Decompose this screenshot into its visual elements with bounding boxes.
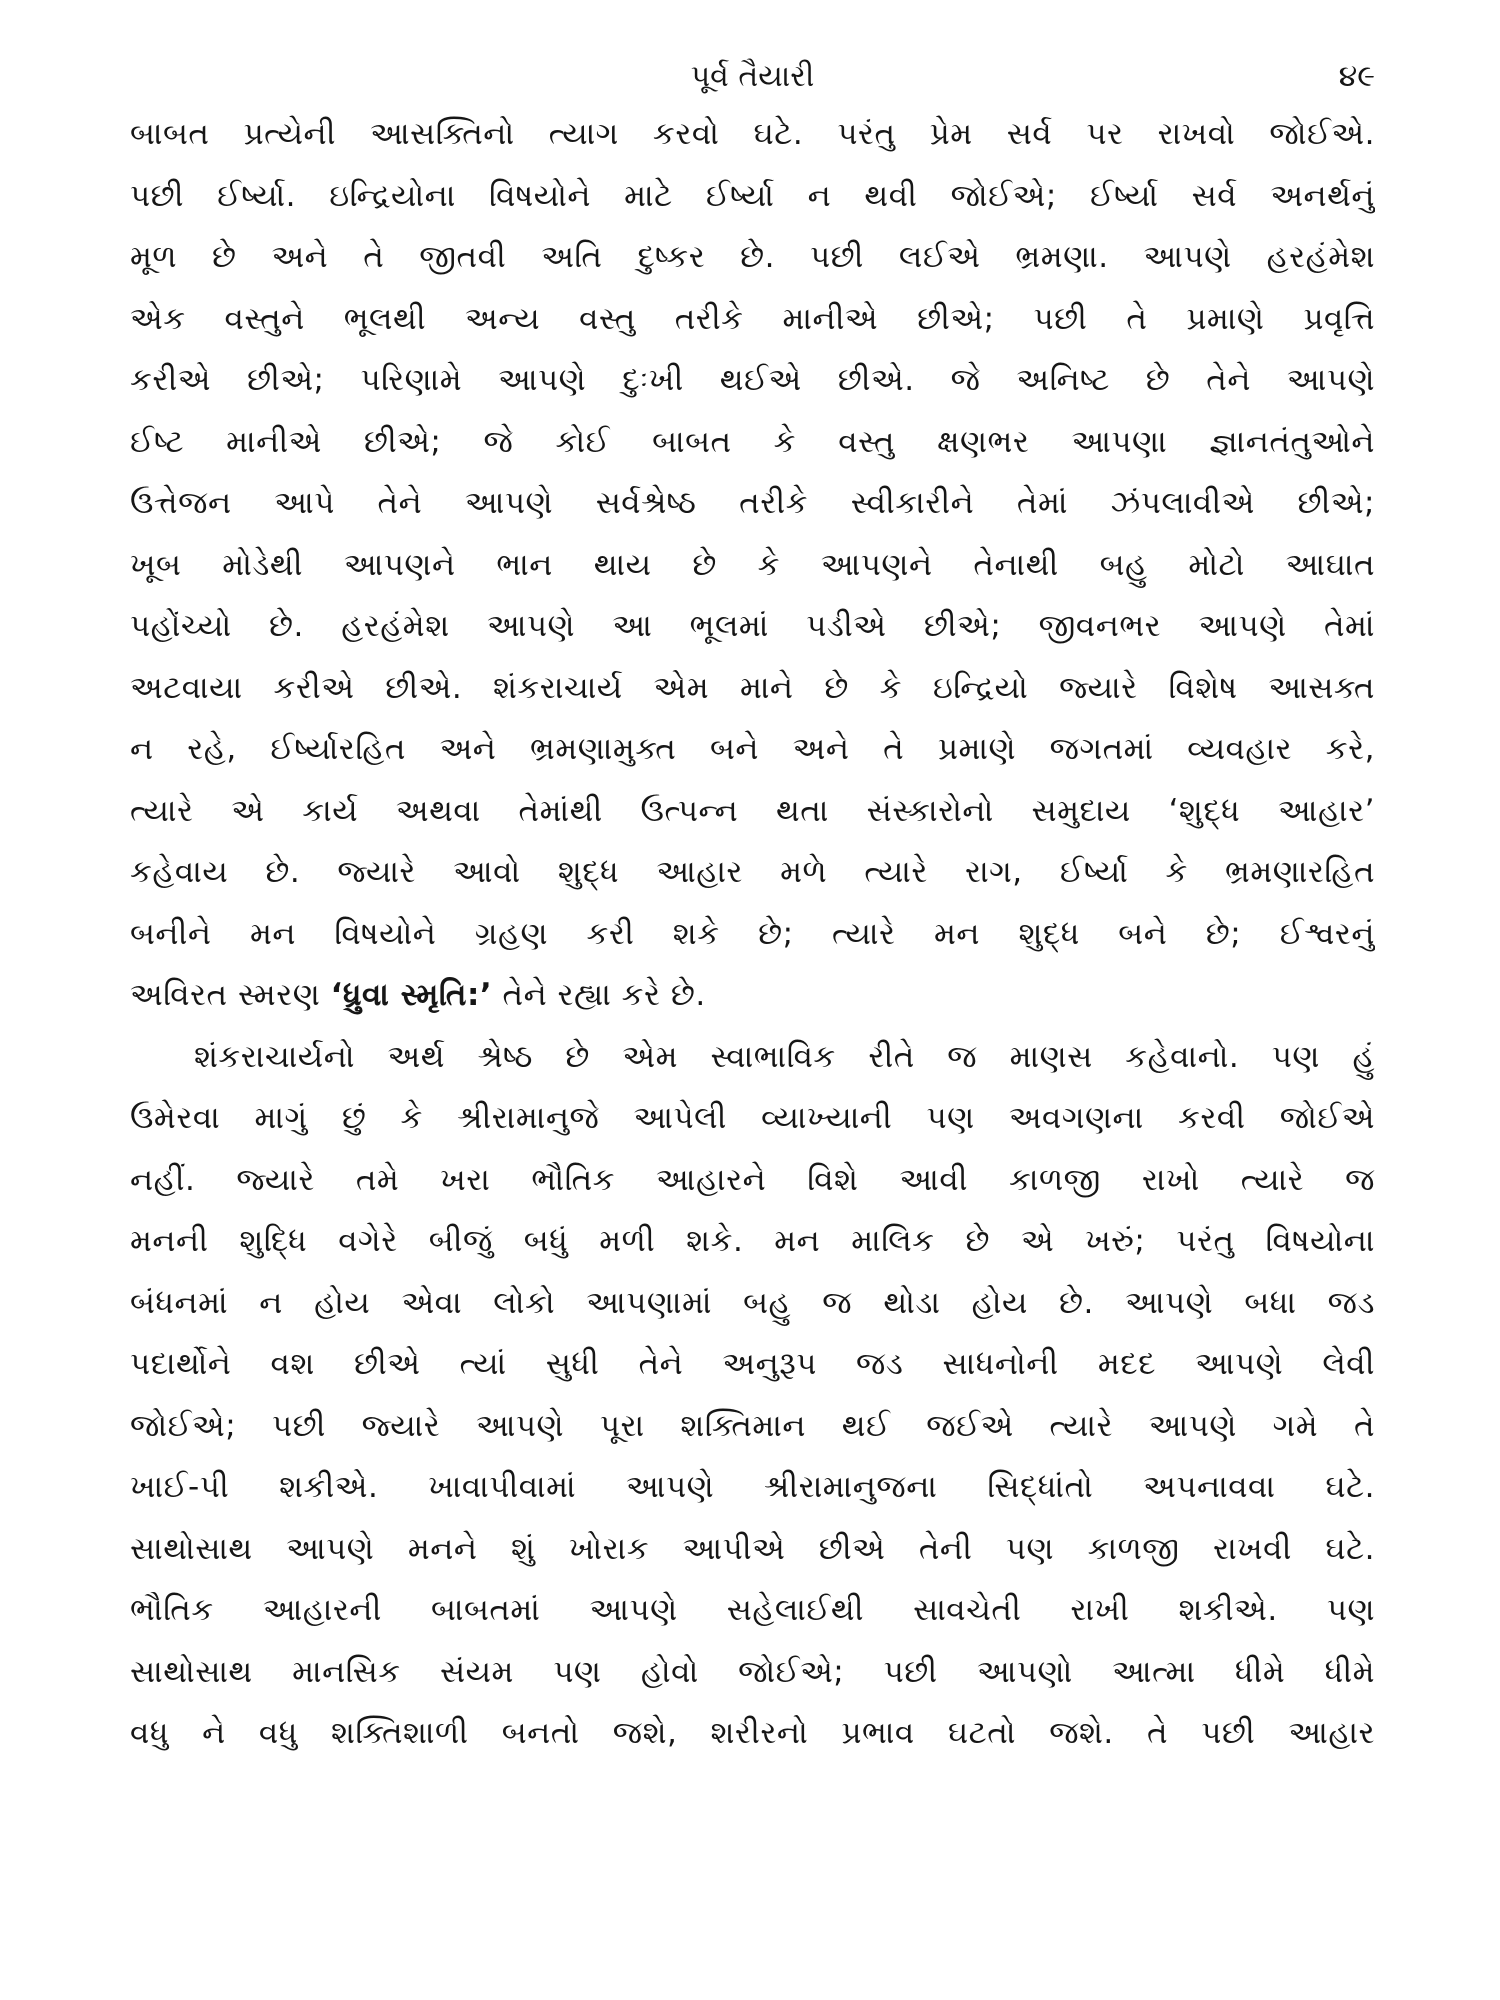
- text-line: ઉમેરવા માગું છું કે શ્રીરામાનુજે આપેલી વ્યાખ્યાની પણ અવગણના કરવી જોઈએ: [130, 1100, 1375, 1136]
- text-line: પછી ઈર્ષ્યા. ઇન્દ્રિયોના વિષયોને માટે ઈર્ષ્યા ન થવી જોઈએ; ઈર્ષ્યા સર્વ અનર્થનું: [130, 177, 1375, 214]
- bold-quote: ‘ધ્રુવા સ્મૃતિ:’: [330, 977, 493, 1013]
- text-line: પહોંચ્યો છે. હરહંમેશ આપણે આ ભૂલમાં પડીએ છીએ; જીવનભર આપણે તેમાં: [130, 608, 1375, 644]
- text-line: અટવાયા કરીએ છીએ. શંકરાચાર્ય એમ માને છે કે ઇન્દ્રિયો જ્યારે વિશેષ આસક્ત: [130, 669, 1375, 706]
- text-line: કરીએ છીએ; પરિણામે આપણે દુઃખી થઈએ છીએ. જે અનિષ્ટ છે તેને આપણે: [130, 362, 1375, 398]
- text-line: બાબત પ્રત્યેની આસક્તિનો ત્યાગ કરવો ઘટે. પરંતુ પ્રેમ સર્વ પર રાખવો જોઈએ.: [130, 116, 1375, 152]
- text-line: ત્યારે એ કાર્ય અથવા તેમાંથી ઉત્પન્ન થતા સંસ્કારોનો સમુદાય ‘શુદ્ધ આહાર’: [130, 792, 1375, 829]
- text-line: વધુ ને વધુ શક્તિશાળી બનતો જશે, શરીરનો પ્રભાવ ઘટતો જશે. તે પછી આહાર: [130, 1715, 1375, 1751]
- text-line: જોઈએ; પછી જ્યારે આપણે પૂરા શક્તિમાન થઈ જઈએ ત્યારે આપણે ગમે તે: [130, 1407, 1375, 1444]
- chapter-title: પૂર્વ તૈયારી: [690, 59, 815, 94]
- text-line: સાથોસાથ માનસિક સંયમ પણ હોવો જોઈએ; પછી આપણો આત્મા ધીમે ધીમે: [130, 1653, 1375, 1690]
- text-line: ભૌતિક આહારની બાબતમાં આપણે સહેલાઈથી સાવચેતી રાખી શકીએ. પણ: [130, 1592, 1375, 1628]
- text-line: એક વસ્તુને ભૂલથી અન્ય વસ્તુ તરીકે માનીએ છીએ; પછી તે પ્રમાણે પ્રવૃત્તિ: [130, 300, 1375, 337]
- text-line: નહીં. જ્યારે તમે ખરા ભૌતિક આહારને વિશે આવી કાળજી રાખો ત્યારે જ: [130, 1161, 1375, 1198]
- page-number: ૪૯: [1338, 59, 1375, 94]
- paragraph-start-line: શંકરાચાર્યનો અર્થ શ્રેષ્ઠ છે એમ સ્વાભાવિક રીતે જ માણસ કહેવાનો. પણ હું: [194, 1038, 1375, 1075]
- text-line: મૂળ છે અને તે જીતવી અતિ દુષ્કર છે. પછી લઈએ ભ્રમણા. આપણે હરહંમેશ: [130, 239, 1375, 275]
- line-text: અવિરત સ્મરણ: [130, 977, 331, 1013]
- text-line: ખૂબ મોડેથી આપણને ભાન થાય છે કે આપણને તેનાથી બહુ મોટો આઘાત: [130, 546, 1375, 583]
- text-line: બનીને મન વિષયોને ગ્રહણ કરી શકે છે; ત્યારે મન શુદ્ધ બને છે; ઈશ્વરનું: [130, 915, 1375, 952]
- text-line: ઉત્તેજન આપે તેને આપણે સર્વશ્રેષ્ઠ તરીકે સ્વીકારીને તેમાં ઝંપલાવીએ છીએ;: [130, 485, 1375, 521]
- text-line: કહેવાય છે. જ્યારે આવો શુદ્ધ આહાર મળે ત્યારે રાગ, ઈર્ષ્યા કે ભ્રમણારહિત: [130, 854, 1375, 890]
- text-line: પદાર્થોને વશ છીએ ત્યાં સુધી તેને અનુરૂપ જડ સાધનોની મદદ આપણે લેવી: [130, 1346, 1375, 1382]
- line-text: તેને રહ્યા કરે છે.: [492, 977, 706, 1013]
- text-line: મનની શુદ્ધિ વગેરે બીજું બધું મળી શકે. મન માલિક છે એ ખરું; પરંતુ વિષયોના: [130, 1223, 1375, 1259]
- running-head: [130, 52, 1375, 102]
- body-text: [130, 104, 1375, 1765]
- text-line: ન રહે, ઈર્ષ્યારહિત અને ભ્રમણામુક્ત બને અને તે પ્રમાણે જગતમાં વ્યવહાર કરે,: [130, 731, 1375, 767]
- text-line: ઈષ્ટ માનીએ છીએ; જે કોઈ બાબત કે વસ્તુ ક્ષણભર આપણા જ્ઞાનતંતુઓને: [130, 423, 1375, 460]
- text-line: સાથોસાથ આપણે મનને શું ખોરાક આપીએ છીએ તેની પણ કાળજી રાખવી ઘટે.: [130, 1530, 1375, 1567]
- paragraph-end-line: [130, 965, 1375, 1027]
- text-line: ખાઈ-પી શકીએ. ખાવાપીવામાં આપણે શ્રીરામાનુજના સિદ્ધાંતો અપનાવવા ઘટે.: [130, 1469, 1375, 1505]
- text-line: બંધનમાં ન હોય એવા લોકો આપણામાં બહુ જ થોડા હોય છે. આપણે બધા જડ: [130, 1284, 1375, 1321]
